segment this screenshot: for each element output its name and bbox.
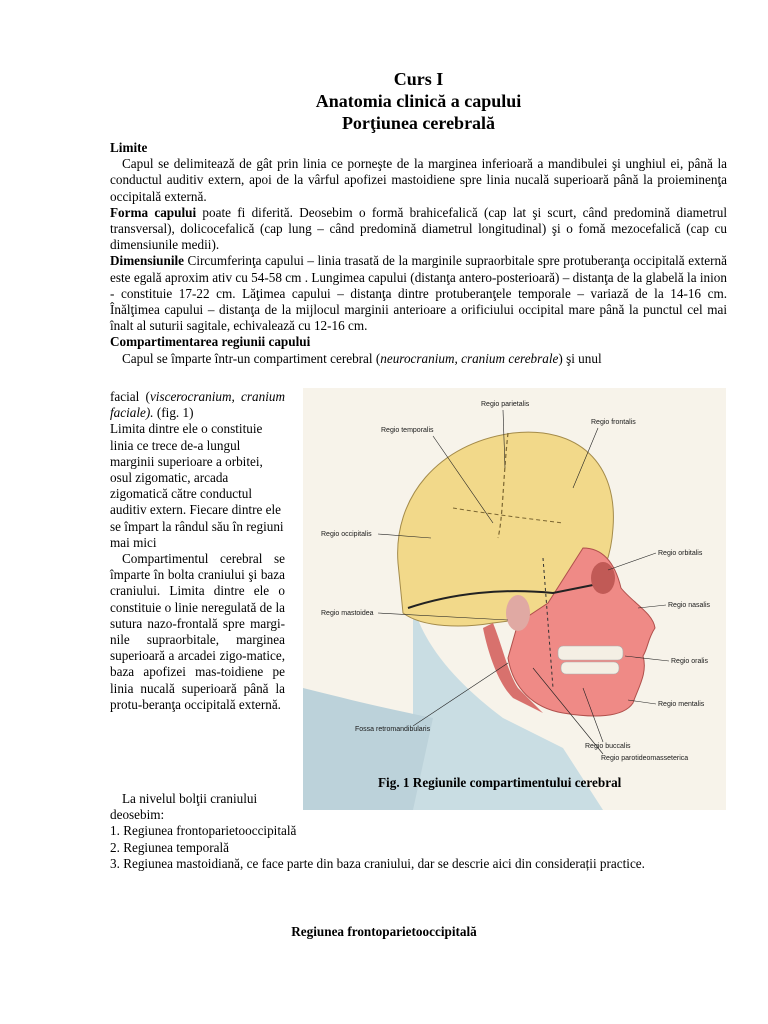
- label-fossa: Fossa retromandibularis: [355, 726, 431, 733]
- label-nasalis: Regio nasalis: [668, 602, 711, 609]
- orbit-shape: [591, 562, 615, 594]
- intro-text-b: ) şi unul: [558, 350, 602, 366]
- list-item-1: 1. Regiunea frontoparietooccipitală: [110, 823, 297, 839]
- limite-paragraph: Capul se delimitează de gât prin linia ce porneşte de la marginea inferioară a mandibulei şi unghiul ei, până la conductul auditiv extern, apoi de la vârful apofizei mastoidiene spre linia nucală superioară până la proieminenţa occipitală externă.: [110, 156, 727, 204]
- bottom-text: [110, 791, 727, 872]
- ear-shape: [506, 595, 530, 631]
- intro-text-italic: neurocranium, cranium cerebrale: [380, 350, 559, 366]
- label-parotideo: Regio parotideomasseterica: [601, 755, 689, 762]
- forma-text: poate fi diferită. Deosebim o formă brahicefalică (cap lat şi scurt, când predomină diametrul transversal), dolicocefalică (cap lung – când predomină diametrul longitudinal) şi o fomă mezocefalică (cap cu dimensiunile medii).: [110, 204, 728, 253]
- compartimentare-intro: [110, 351, 727, 367]
- left-column: [110, 389, 285, 713]
- dimensiuni-paragraph: [110, 253, 727, 334]
- subject-title: Anatomia clinică a capului: [315, 91, 522, 111]
- limit-paragraph: Limita dintre ele o constituie linia ce trece de-a lungul marginii superioare a orbitei, osul zigomatic, arcada zigomatică către conductul auditiv extern. Fiecare dintre ele se împart la rândul său în regiuni mai mici: [110, 421, 284, 550]
- dimensiuni-label: Dimensiunile: [110, 253, 185, 269]
- compartimentare-heading: Compartimentarea regiunii capului: [110, 334, 311, 350]
- document-body: [110, 68, 727, 367]
- label-mastoidea: Regio mastoidea: [321, 610, 374, 617]
- facial-text-italic: viscerocranium, cranium faciale).: [110, 389, 285, 421]
- head-illustration: [303, 388, 726, 810]
- label-mentalis: Regio mentalis: [658, 701, 705, 708]
- bolta-paragraph: La nivelul bolţii craniului deosebim:: [110, 791, 258, 823]
- forma-label: Forma capului: [110, 204, 197, 220]
- label-occipitalis: Regio occipitalis: [321, 531, 372, 538]
- next-section-heading: Regiunea frontoparietooccipitală: [291, 924, 477, 939]
- label-parietalis: Regio parietalis: [481, 401, 530, 408]
- forma-paragraph: [110, 205, 727, 254]
- lower-teeth: [561, 662, 619, 674]
- intro-text-a: Capul se împarte într-un compartiment cerebral (: [122, 350, 381, 366]
- course-title: Curs I: [393, 69, 444, 89]
- upper-teeth: [558, 646, 623, 660]
- dimensiuni-text: Circumferinţa capului – linia trasată de la marginile supraorbitale spre protuberanţa occipitală externă este egală aproxim ativ cu 54-58 cm . Lungimea capului (distanţa antero-posterioară) – distanţa de la glabelă la inion - constituie 17-22 cm. Lăţimea capului – distanţa dintre protuberanţele temporale – variază de la 14-16 cm. Înălţimea capului – distanţa de la mijlocul marginii anterioare a orificiului occipital mare până la punctul cel mai înalt al suturii sagitale, echivalează cu 12-16 cm.: [110, 253, 727, 334]
- figure-caption: Fig. 1 Regiunile compartimentului cerebral: [378, 775, 622, 790]
- label-oralis: Regio oralis: [671, 658, 708, 665]
- label-buccalis: Regio buccalis: [585, 743, 631, 750]
- portion-title: Porţiunea cerebrală: [341, 113, 496, 133]
- facial-text-a: facial (: [110, 389, 150, 404]
- cerebral-paragraph: Compartimentul cerebral se împarte în bolta craniului şi baza craniului. Limita dintre ele o constituie o linie neregulată de la sutura nazo-frontală spre margi-nile supraorbitale, marginea superioară a arcadei zigo-matice, baza apofizei mas-toidiene pe linia nucală superioară până la protu-beranţa occipitală externă.: [110, 551, 285, 712]
- head-regions-figure: [303, 388, 726, 810]
- label-temporalis: Regio temporalis: [381, 427, 434, 434]
- list-item-3: 3. Regiunea mastoidiană, ce face parte din baza craniului, dar se descrie aici din considerații practice.: [110, 855, 645, 871]
- label-frontalis: Regio frontalis: [591, 419, 636, 426]
- facial-text-b: (fig. 1): [153, 405, 194, 421]
- facial-line: [110, 389, 285, 421]
- label-orbitalis: Regio orbitalis: [658, 550, 703, 557]
- limite-heading: Limite: [110, 140, 148, 155]
- list-item-2: 2. Regiunea temporală: [110, 839, 230, 855]
